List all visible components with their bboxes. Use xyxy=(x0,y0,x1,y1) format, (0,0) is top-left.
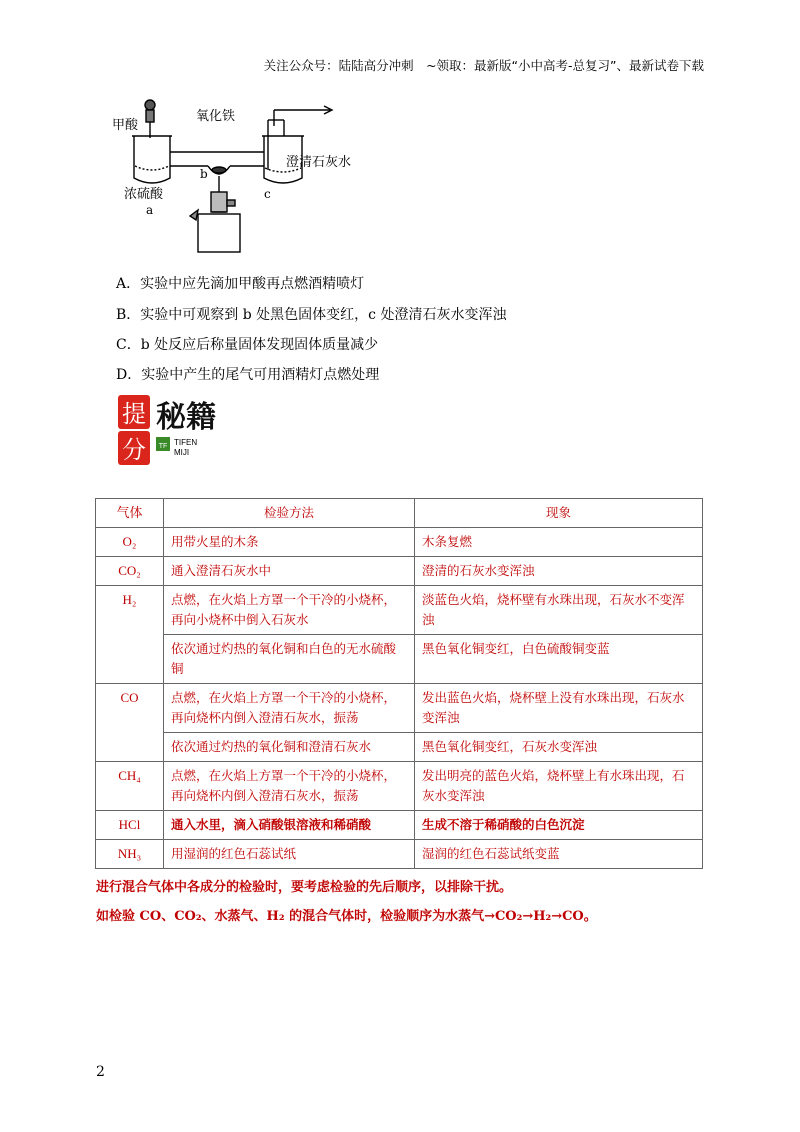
phenomenon-cell: 发出明亮的蓝色火焰，烧杯壁上有水珠出现，石灰水变浑浊 xyxy=(415,762,703,811)
header-method: 检验方法 xyxy=(164,499,415,528)
gas-cell: O₂ xyxy=(96,528,164,557)
label-sulfuric-acid: 浓硫酸 xyxy=(124,187,164,202)
method-cell: 依次通过灼热的氧化铜和白色的无水硫酸铜 xyxy=(164,635,415,684)
table-header-row xyxy=(96,499,703,528)
table-row xyxy=(96,762,703,811)
svg-text:TF: TF xyxy=(158,443,168,450)
method-cell: 通入水里，滴入硝酸银溶液和稀硝酸 xyxy=(164,811,415,840)
label-b: b xyxy=(200,167,208,181)
label-c: c xyxy=(264,187,271,201)
table-row xyxy=(96,557,703,586)
phenomenon-cell: 黑色氧化铜变红，石灰水变浑浊 xyxy=(415,733,703,762)
table-row xyxy=(96,684,703,733)
label-iron-oxide: 氧化铁 xyxy=(196,109,236,124)
phenomenon-cell: 木条复燃 xyxy=(415,528,703,557)
phenomenon-cell: 生成不溶于稀硝酸的白色沉淀 xyxy=(415,811,703,840)
table-row xyxy=(96,840,703,869)
table-row xyxy=(96,733,703,762)
gas-cell: CO xyxy=(96,684,164,762)
gas-cell: HCl xyxy=(96,811,164,840)
method-cell: 用湿润的红色石蕊试纸 xyxy=(164,840,415,869)
page-number: 2 xyxy=(96,1064,105,1080)
table-row xyxy=(96,528,703,557)
gas-cell: H₂ xyxy=(96,586,164,684)
phenomenon-cell: 澄清的石灰水变浑浊 xyxy=(415,557,703,586)
header-gas: 气体 xyxy=(96,499,164,528)
page-header: 关注公众号：陆陆高分冲刺 ~领取：最新版“小中高考-总复习”、最新试卷下载 xyxy=(263,58,704,73)
method-cell: 用带火星的木条 xyxy=(164,528,415,557)
svg-text:TIFEN: TIFEN xyxy=(174,438,198,447)
gas-cell: NH₃ xyxy=(96,840,164,869)
label-formic-acid: 甲酸 xyxy=(112,118,139,133)
method-cell: 依次通过灼热的氧化铜和澄清石灰水 xyxy=(164,733,415,762)
method-cell: 通入澄清石灰水中 xyxy=(164,557,415,586)
phenomenon-cell: 湿润的红色石蕊试纸变蓝 xyxy=(415,840,703,869)
method-cell: 点燃，在火焰上方罩一个干冷的小烧杯，再向烧杯内倒入澄清石灰水，振荡 xyxy=(164,684,415,733)
label-a: a xyxy=(146,203,154,217)
apparatus-diagram xyxy=(112,96,412,258)
option-c: C．b 处反应后称量固体发现固体质量减少 xyxy=(116,337,379,353)
svg-text:秘籍: 秘籍 xyxy=(156,400,216,435)
gas-cell: CH₄ xyxy=(96,762,164,811)
option-b: B．实验中可观察到 b 处黑色固体变红，c 处澄清石灰水变浑浊 xyxy=(116,307,507,323)
method-cell: 点燃，在火焰上方罩一个干冷的小烧杯，再向小烧杯中倒入石灰水 xyxy=(164,586,415,635)
option-d: D．实验中产生的尾气可用酒精灯点燃处理 xyxy=(116,367,380,383)
tifen-miji-logo xyxy=(118,393,230,467)
note-line-1: 进行混合气体中各成分的检验时，要考虑检验的先后顺序，以排除干扰。 xyxy=(96,880,513,895)
method-cell: 点燃，在火焰上方罩一个干冷的小烧杯，再向烧杯内倒入澄清石灰水，振荡 xyxy=(164,762,415,811)
table-row xyxy=(96,635,703,684)
svg-text:MIJI: MIJI xyxy=(174,448,190,457)
phenomenon-cell: 淡蓝色火焰，烧杯壁有水珠出现，石灰水不变浑浊 xyxy=(415,586,703,635)
phenomenon-cell: 发出蓝色火焰，烧杯壁上没有水珠出现，石灰水变浑浊 xyxy=(415,684,703,733)
label-limewater: 澄清石灰水 xyxy=(286,155,352,170)
note-line-2: 如检验 CO、CO₂、水蒸气、H₂ 的混合气体时，检验顺序为水蒸气→CO₂→H₂→CO。 xyxy=(96,909,597,924)
option-a: A．实验中应先滴加甲酸再点燃酒精喷灯 xyxy=(116,276,365,292)
table-row xyxy=(96,586,703,635)
phenomenon-cell: 黑色氧化铜变红，白色硫酸铜变蓝 xyxy=(415,635,703,684)
svg-text:分: 分 xyxy=(122,436,146,464)
table-row xyxy=(96,811,703,840)
gas-cell: CO₂ xyxy=(96,557,164,586)
gas-test-table xyxy=(95,498,703,869)
header-phenomenon: 现象 xyxy=(415,499,703,528)
svg-text:提: 提 xyxy=(122,400,146,428)
